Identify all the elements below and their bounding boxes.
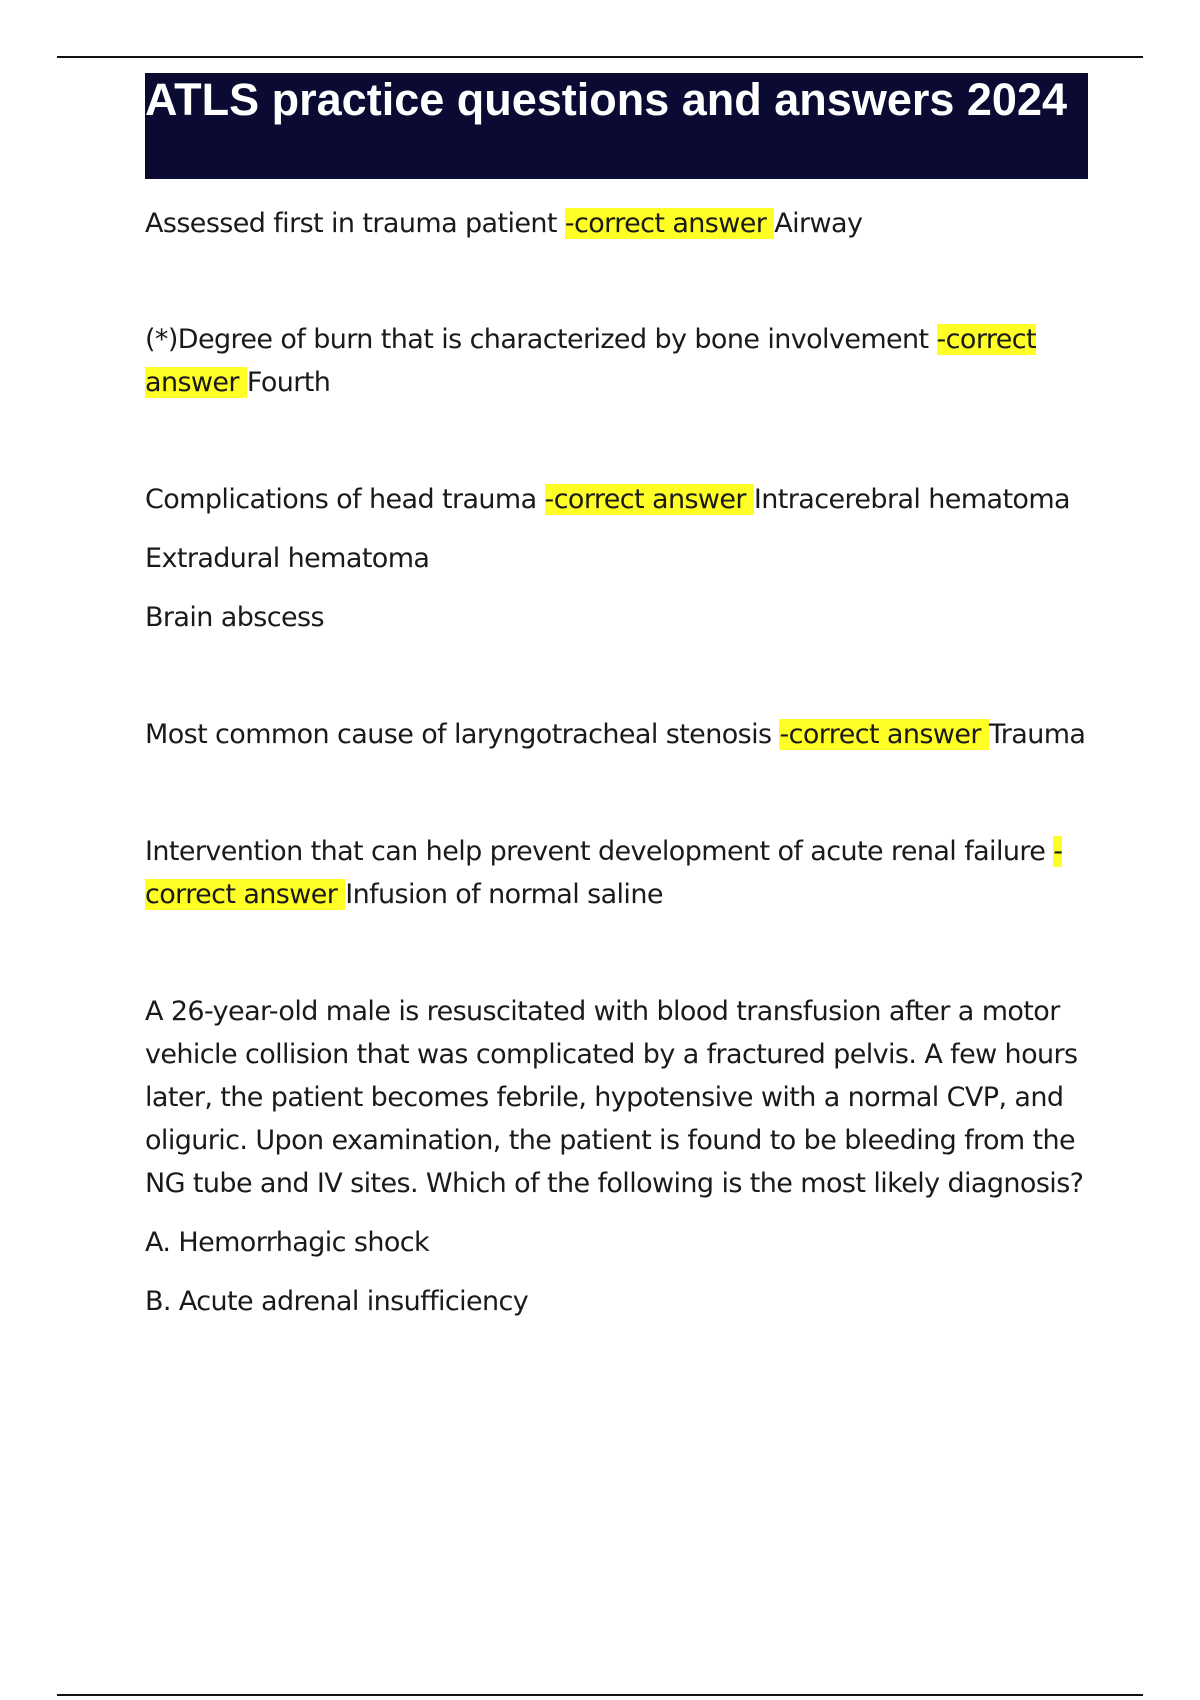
qa-question: Most common cause of laryngotracheal stenosis <box>145 719 780 750</box>
qa-question: (*)Degree of burn that is characterized by bone involvement <box>145 324 937 355</box>
qa-answer: Intracerebral hematoma <box>753 484 1070 515</box>
qa-item <box>145 478 1088 521</box>
correct-answer-marker: -correct answer <box>145 836 1063 910</box>
qa-answer: Trauma <box>988 719 1086 750</box>
qa-question: Assessed first in trauma patient <box>145 208 565 239</box>
correct-answer-marker: -correct answer <box>544 484 754 515</box>
qa-answer: Fourth <box>246 367 331 398</box>
answer-option: A. Hemorrhagic shock <box>145 1227 430 1258</box>
qa-item <box>145 202 1088 245</box>
bottom-rule <box>57 1694 1143 1696</box>
correct-answer-marker: -correct answer <box>145 324 1037 398</box>
document-title <box>145 73 1088 179</box>
qa-answer: Airway <box>774 208 863 239</box>
qa-item <box>145 318 1088 404</box>
correct-answer-marker: -correct answer <box>564 208 775 239</box>
qa-item <box>145 713 1088 756</box>
document-title-text: ATLS practice questions and answers 2024 <box>145 74 1067 125</box>
top-rule <box>57 56 1143 58</box>
qa-answer-extra: Extradural hematoma <box>145 543 430 574</box>
answer-option: B. Acute adrenal insufficiency <box>145 1286 529 1317</box>
case-question-text: A 26-year-old male is resuscitated with blood transfusion after a motor vehicle collision that was complicated by a fractured pelvis. A few hours later, the patient becomes febrile, hypotensive with a normal CVP, and oliguric. Upon examination, the patient is found to be bleeding from the NG tube and IV sites. Which of the following is the most likely diagnosis? <box>145 996 1084 1199</box>
qa-question: Intervention that can help prevent development of acute renal failure <box>145 836 1054 867</box>
document-page <box>145 73 1088 1323</box>
correct-answer-marker: -correct answer <box>779 719 989 750</box>
qa-answer: Infusion of normal saline <box>345 879 663 910</box>
qa-item <box>145 830 1088 916</box>
qa-answer-extra: Brain abscess <box>145 602 324 633</box>
qa-question: Complications of head trauma <box>145 484 545 515</box>
